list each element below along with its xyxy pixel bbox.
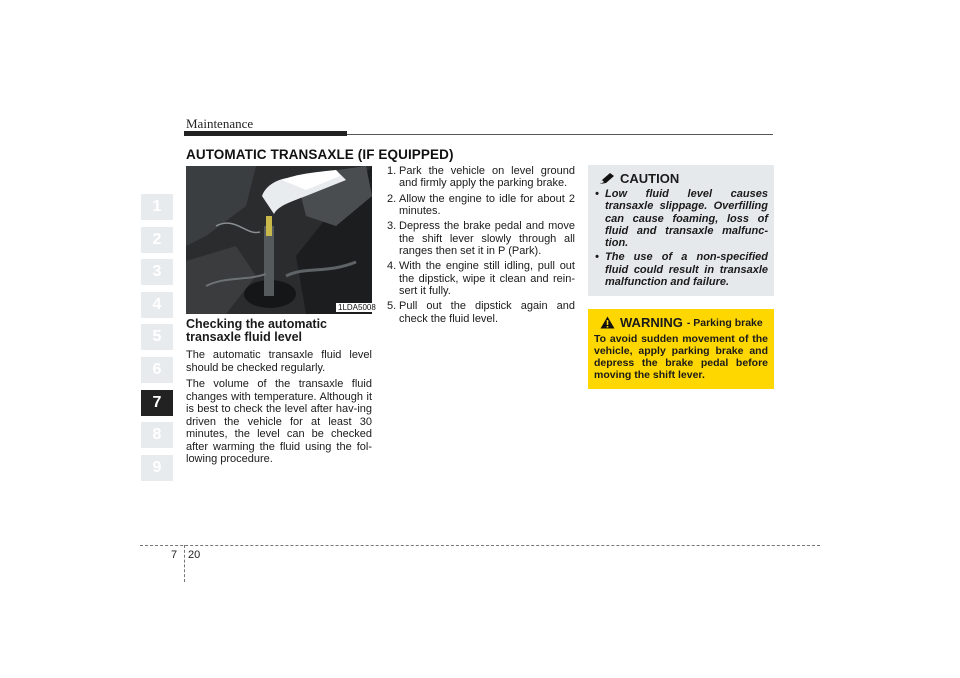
chapter-tab-1: 1	[141, 194, 173, 220]
step-item	[387, 165, 575, 190]
warning-text: To avoid sudden movement of the vehicle, apply parking brake and depress the brake pedal before moving the shift lever.	[594, 333, 768, 381]
step-item	[387, 220, 575, 257]
warning-triangle-icon	[600, 316, 615, 329]
caution-header	[595, 171, 768, 186]
paragraph: The volume of the transaxle fluid changes with temperature. Although it is best to check the level after hav-ing driven the vehicle for at least 30 minutes, the level can be checked after warming the fluid using the fol-lowing procedure.	[186, 378, 372, 465]
step-number: 1.	[387, 165, 397, 177]
warning-header	[594, 315, 768, 330]
subheading: Checking the automatic transaxle fluid level	[186, 317, 327, 344]
footer-page-number: 20	[188, 549, 201, 561]
step-text: Depress the brake pedal and move the shift lever slowly through all ranges then set it in P (Park).	[399, 220, 575, 258]
step-text: Park the vehicle on level ground and firmly apply the parking brake.	[399, 165, 575, 190]
footer-chapter-number: 7	[171, 549, 178, 561]
warning-subtitle: - Parking brake	[686, 316, 763, 329]
figure-code: 1LDA5008	[338, 303, 376, 312]
caution-item-text: The use of a non-specified fluid could result in transaxle malfunction and failure.	[605, 251, 768, 289]
footer-divider	[184, 545, 185, 582]
engine-bay-illustration	[186, 166, 372, 314]
chapter-tabs	[141, 194, 173, 487]
header-rule-thin	[347, 134, 773, 135]
step-text: With the engine still idling, pull out the dipstick, wipe it clean and rein-sert it fully.	[399, 260, 575, 298]
chapter-tab-9: 9	[141, 455, 173, 481]
step-text: Pull out the dipstick again and check the fluid level.	[399, 300, 575, 325]
footer-rule	[140, 545, 820, 546]
step-item	[387, 260, 575, 297]
caution-list	[595, 188, 768, 288]
paragraph: The automatic transaxle fluid level should be checked regularly.	[186, 349, 372, 374]
procedure-steps	[387, 165, 575, 328]
section-title: AUTOMATIC TRANSAXLE (IF EQUIPPED)	[186, 147, 454, 162]
left-column	[186, 318, 372, 470]
bullet: •	[595, 251, 599, 264]
step-item	[387, 300, 575, 325]
caution-box	[588, 165, 774, 296]
step-number: 5.	[387, 300, 397, 313]
dipstick-photo	[186, 166, 372, 314]
caution-item	[595, 188, 768, 249]
chapter-tab-7: 7	[141, 390, 173, 416]
caution-item-text: Low fluid level causes transaxle slippage. Overfilling can cause foaming, loss of fluid and transaxle malfunc-tion.	[605, 188, 768, 250]
chapter-tab-6: 6	[141, 357, 173, 383]
step-text: Allow the engine to idle for about 2 minutes.	[399, 192, 575, 218]
step-number: 4.	[387, 260, 397, 273]
header-section-label: Maintenance	[186, 116, 254, 131]
bullet: •	[595, 188, 599, 200]
step-number: 2.	[387, 192, 397, 205]
chapter-tab-8: 8	[141, 422, 173, 448]
warning-title: WARNING	[620, 315, 683, 330]
caution-item	[595, 251, 768, 288]
caution-title: CAUTION	[620, 171, 680, 186]
chapter-tab-3: 3	[141, 259, 173, 285]
chapter-tab-2: 2	[141, 227, 173, 253]
header-rule-dark	[184, 131, 347, 136]
step-number: 3.	[387, 220, 397, 233]
warning-box	[588, 309, 774, 389]
pencil-icon	[599, 173, 615, 185]
step-item	[387, 193, 575, 218]
chapter-tab-4: 4	[141, 292, 173, 318]
chapter-tab-5: 5	[141, 324, 173, 350]
